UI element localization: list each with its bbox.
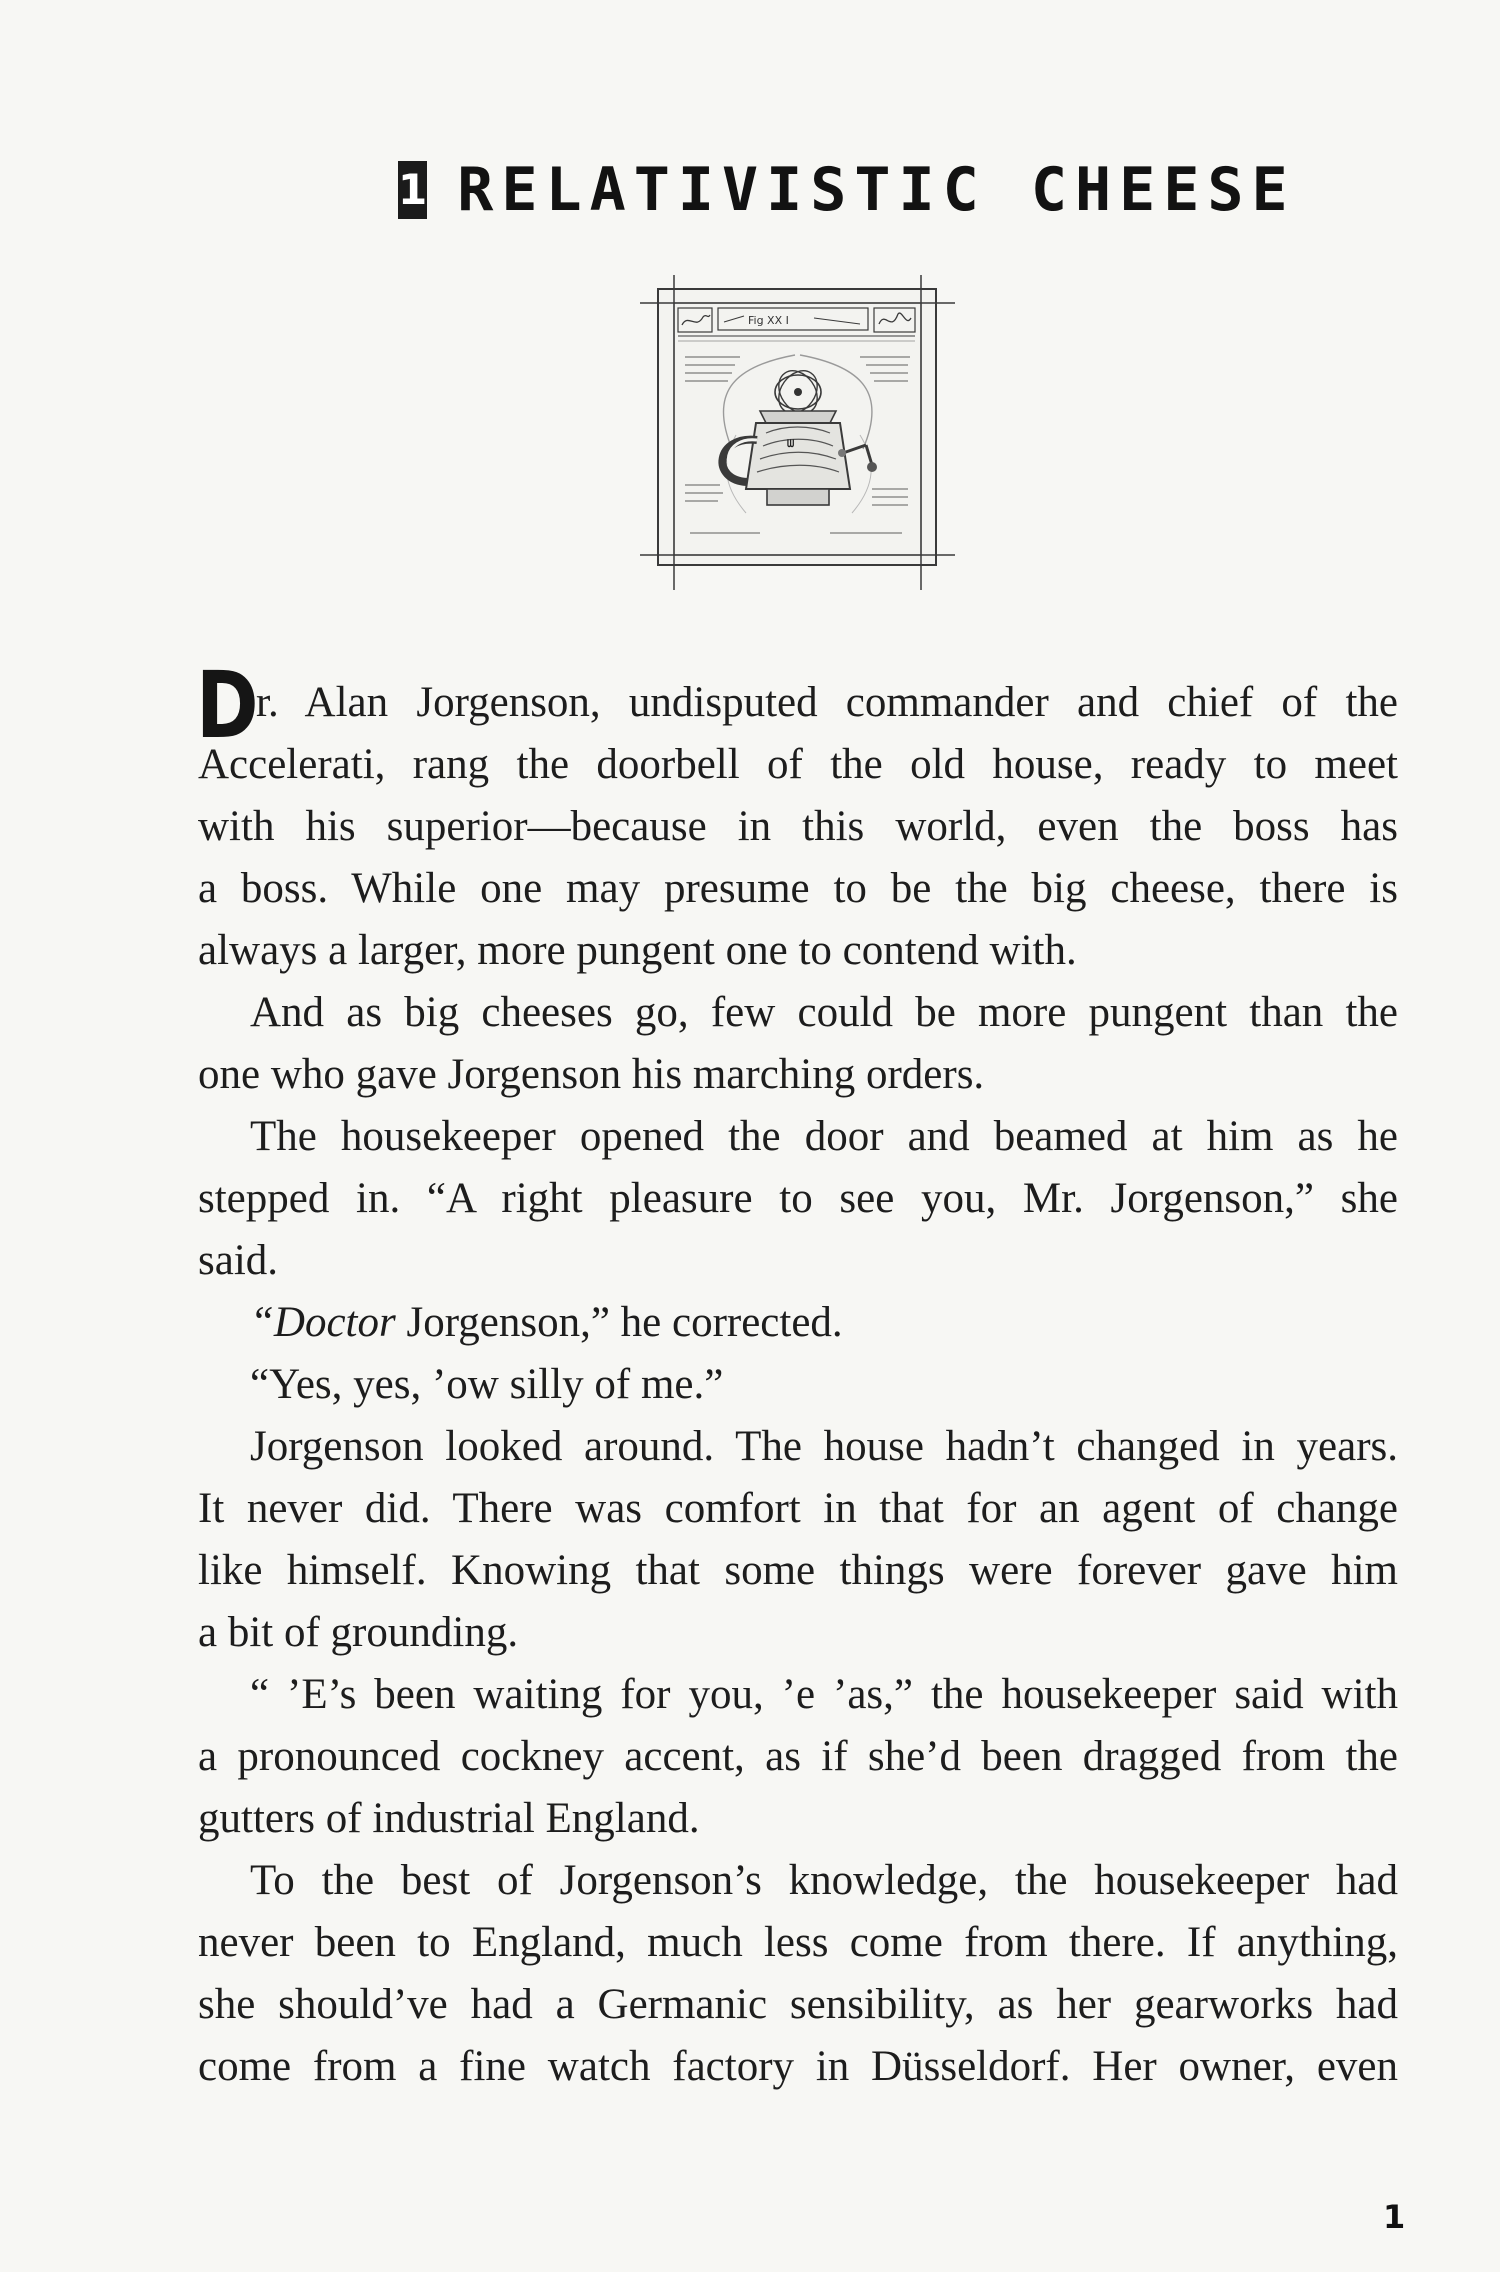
paragraph-8-line-4: come from a fine watch factory in Düsseldorf. Her owner, even xyxy=(198,2043,1398,2090)
paragraph-1-line-3: with his superior—because in this world, even the boss has xyxy=(198,803,1398,850)
drop-cap: D xyxy=(196,652,259,759)
paragraph-3-line-1: The housekeeper opened the door and beamed at him as he xyxy=(250,1113,1398,1160)
page-number: 1 xyxy=(1383,2198,1406,2236)
paragraph-2-line-1: And as big cheeses go, few could be more pungent than the xyxy=(250,989,1398,1036)
paragraph-1-first-line xyxy=(196,652,1398,759)
svg-text:ᗯ: ᗯ xyxy=(787,439,795,450)
paragraph-5-line-1: “Yes, yes, ’ow silly of me.” xyxy=(250,1361,724,1408)
chapter-illustration xyxy=(640,275,955,595)
paragraph-8-line-2: never been to England, much less come from there. If anything, xyxy=(198,1919,1398,1966)
paragraph-1-line-4: a boss. While one may presume to be the big cheese, there is xyxy=(198,865,1398,912)
paragraph-1-line-1: r. Alan Jorgenson, undisputed commander and chief of the xyxy=(256,679,1398,726)
paragraph-6-line-2: It never did. There was comfort in that for an agent of change xyxy=(198,1485,1398,1532)
paragraph-1-line-2: Accelerati, rang the doorbell of the old house, ready to meet xyxy=(198,741,1398,788)
paragraph-3-line-2: stepped in. “A right pleasure to see you, Mr. Jorgenson,” she xyxy=(198,1175,1398,1222)
chapter-title: RELATIVISTIC CHEESE xyxy=(457,155,1296,225)
paragraph-1-line-5: always a larger, more pungent one to contend with. xyxy=(198,927,1077,974)
paragraph-6-line-1: Jorgenson looked around. The house hadn’t changed in years. xyxy=(250,1423,1398,1470)
paragraph-6-line-3: like himself. Knowing that some things were forever gave him xyxy=(198,1547,1398,1594)
illustration-figure-label: Fig XX I xyxy=(748,314,789,327)
paragraph-7-line-1: “ ’E’s been waiting for you, ’e ’as,” the housekeeper said with xyxy=(250,1671,1398,1718)
chapter-number-box: 1 xyxy=(398,161,427,219)
paragraph-7-line-3: gutters of industrial England. xyxy=(198,1795,700,1842)
paragraph-4-italic-word: “Doctor xyxy=(250,1299,396,1346)
paragraph-4-rest: Jorgenson,” he corrected. xyxy=(395,1299,843,1346)
chapter-heading xyxy=(398,150,1296,230)
paragraph-2-line-2: one who gave Jorgenson his marching orders. xyxy=(198,1051,985,1098)
paragraph-4-line-1 xyxy=(198,1292,1398,1354)
paragraph-6-line-4: a bit of grounding. xyxy=(198,1609,519,1656)
paragraph-3-line-3: said. xyxy=(198,1237,279,1284)
paragraph-8-line-3: she should’ve had a Germanic sensibility, as her gearworks had xyxy=(198,1981,1398,2028)
paragraph-8-line-1: To the best of Jorgenson’s knowledge, the housekeeper had xyxy=(250,1857,1398,1904)
paragraph-7-line-2: a pronounced cockney accent, as if she’d been dragged from the xyxy=(198,1733,1398,1780)
chapter-body-text xyxy=(196,652,1398,2098)
illustration-svg xyxy=(640,275,955,595)
